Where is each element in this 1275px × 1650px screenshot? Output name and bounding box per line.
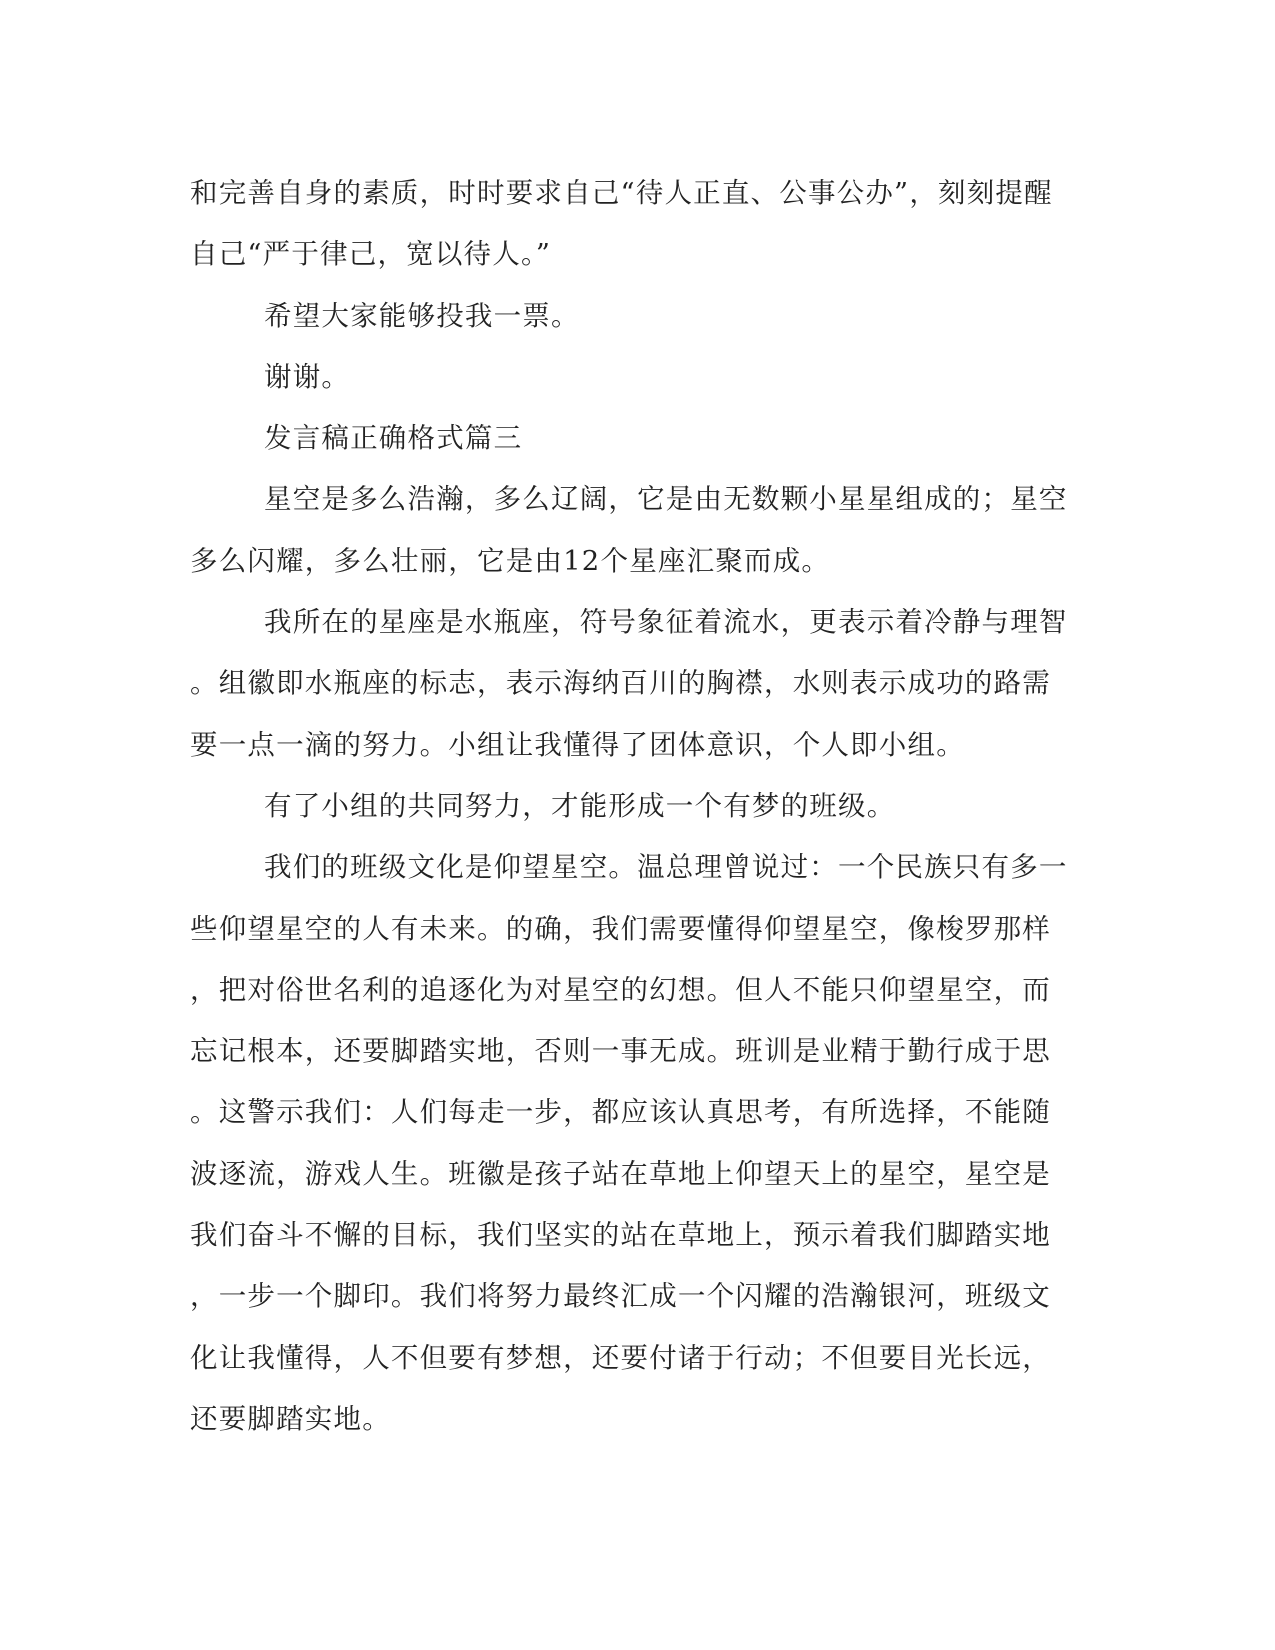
text-line: 。组徽即水瓶座的标志，表示海纳百川的胸襟，水则表示成功的路需 <box>190 667 1051 700</box>
section-heading: 发言稿正确格式篇三 <box>264 422 523 455</box>
text-line: 自己“严于律己，宽以待人。” <box>190 238 552 271</box>
text-line: 希望大家能够投我一票。 <box>264 299 580 332</box>
text-line: 谢谢。 <box>264 360 351 393</box>
text-line: 。这警示我们：人们每走一步，都应该认真思考，有所选择，不能随 <box>190 1096 1051 1129</box>
text-line: 化让我懂得，人不但要有梦想，还要付诸于行动；不但要目光长远， <box>190 1341 1051 1374</box>
text-line: 我们的班级文化是仰望星空。温总理曾说过：一个民族只有多一 <box>264 851 1068 884</box>
text-line: 还要脚踏实地。 <box>190 1402 391 1435</box>
text-line: ，把对俗世名利的追逐化为对星空的幻想。但人不能只仰望星空，而 <box>190 973 1051 1006</box>
text-line: 有了小组的共同努力，才能形成一个有梦的班级。 <box>264 789 896 822</box>
text-line: ，一步一个脚印。我们将努力最终汇成一个闪耀的浩瀚银河，班级文 <box>190 1280 1051 1313</box>
text-line: 忘记根本，还要脚踏实地，否则一事无成。班训是业精于勤行成于思 <box>190 1035 1051 1068</box>
text-line: 星空是多么浩瀚，多么辽阔，它是由无数颗小星星组成的；星空 <box>264 483 1068 516</box>
text-line: 波逐流，游戏人生。班徽是孩子站在草地上仰望天上的星空，星空是 <box>190 1157 1051 1190</box>
text-line: 多么闪耀，多么壮丽，它是由12个星座汇聚而成。 <box>190 544 831 577</box>
text-line: 我所在的星座是水瓶座，符号象征着流水，更表示着冷静与理智 <box>264 606 1068 639</box>
text-line: 我们奋斗不懈的目标，我们坚实的站在草地上，预示着我们脚踏实地 <box>190 1219 1051 1252</box>
text-line: 和完善自身的素质，时时要求自己“待人正直、公事公办”，刻刻提醒 <box>190 177 1053 209</box>
document-body <box>190 163 1080 1450</box>
text-line: 些仰望星空的人有未来。的确，我们需要懂得仰望星空，像梭罗那样 <box>190 912 1051 945</box>
text-line: 要一点一滴的努力。小组让我懂得了团体意识，个人即小组。 <box>190 728 965 761</box>
